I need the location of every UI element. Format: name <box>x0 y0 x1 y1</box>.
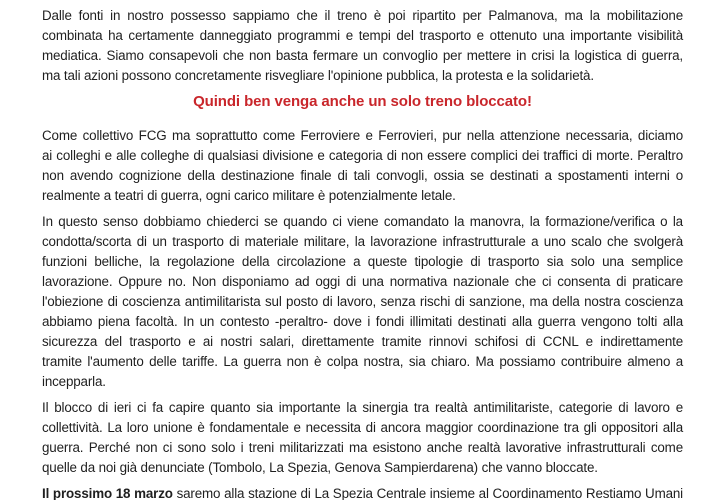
text-line: Dalle fonti in nostro possesso sappiamo che il treno è poi ripartito per Palmanova, ma la mobilitazione <box>42 8 683 23</box>
closing-paragraph <box>42 484 683 500</box>
text-line: quelle da noi già denunciate (Tombolo, La Spezia, Genova Sampierdarena) che vanno bloccate. <box>42 460 598 475</box>
text-line: ma tali azioni possono concretamente risvegliare l'opinione pubblica, la protesta e la solidarietà. <box>42 68 594 83</box>
text-line: non avendo cognizione della destinazione finale di tali convogli, ossia se destinati a spostamenti interni o <box>42 168 683 183</box>
text-line: funzioni belliche, la regolazione della circolazione a queste tipologie di trasporto sia solo una semplice <box>42 254 683 269</box>
text-line: sicurezza del trasporto e ai nostri salari, direttamente tramite rinnovi schifosi di CCNL e indirettamente <box>42 334 683 349</box>
text-line: In questo senso dobbiamo chiederci se quando ci viene comandato la manovra, la formazione/verifica o la <box>42 214 683 229</box>
text-line: lavorazione. Oppure no. Non disponiamo ad oggi di una normativa nazionale che ci consenta di praticare <box>42 274 683 289</box>
text-line: ai colleghi e alle colleghe di qualsiasi divisione e categoria di non essere complici dei traffici di morte. Peraltro <box>42 148 683 163</box>
text-line: abbiamo piena facoltà. In un contesto -peraltro- dove i fondi illimitati destinati alla guerra vengono tolti alla <box>42 314 683 329</box>
text-line: guerra. Perché non ci sono solo i treni militarizzati ma esistono anche realtà lavorative infrastrutturali come <box>42 440 683 455</box>
paragraph-4 <box>42 398 683 478</box>
text-line: Il blocco di ieri ci fa capire quanto sia importante la sinergia tra realtà antimilitariste, categorie di lavoro e <box>42 400 683 415</box>
section-heading: Quindi ben venga anche un solo treno bloccato! <box>193 93 532 110</box>
text-line: l'obiezione di coscienza antimilitarista sul posto di lavoro, senza rischi di sanzione, ma della nostra coscienza <box>42 294 683 309</box>
paragraph-1 <box>42 6 683 86</box>
paragraph-3 <box>42 212 683 392</box>
text-line: collettività. La loro unione è fondamentale e necessita di ancora maggior coordinazione tra gli oppositori alla <box>42 420 683 435</box>
text-line: mediatica. Siamo consapevoli che non basta fermare un convoglio per mettere in crisi la logistica di guerra, <box>42 48 683 63</box>
text-line: Come collettivo FCG ma soprattutto come Ferroviere e Ferrovieri, pur nella attenzione necessaria, diciamo <box>42 128 683 143</box>
closing-regular-text: saremo alla stazione di La Spezia Centrale insieme al Coordinamento Restiamo Umani <box>172 486 683 500</box>
closing-bold-text: Il prossimo 18 marzo <box>42 486 173 500</box>
text-line: realmente a teatri di guerra, ogni carico militare è potenzialmente letale. <box>42 188 456 203</box>
paragraph-2 <box>42 126 683 206</box>
text-line: incepparla. <box>42 374 106 389</box>
text-line: tramite l'aumento delle tariffe. La guerra non è colpa nostra, sia chiaro. Ma possiamo contribuire almeno a <box>42 354 683 369</box>
text-line: combinata ha certamente danneggiato programmi e tempi del trasporto e ottenuto una importante visibilità <box>42 28 683 43</box>
text-line: condotta/scorta di un trasporto di materiale militare, la lavorazione infrastrutturale a uno scalo che svolgerà <box>42 234 683 249</box>
